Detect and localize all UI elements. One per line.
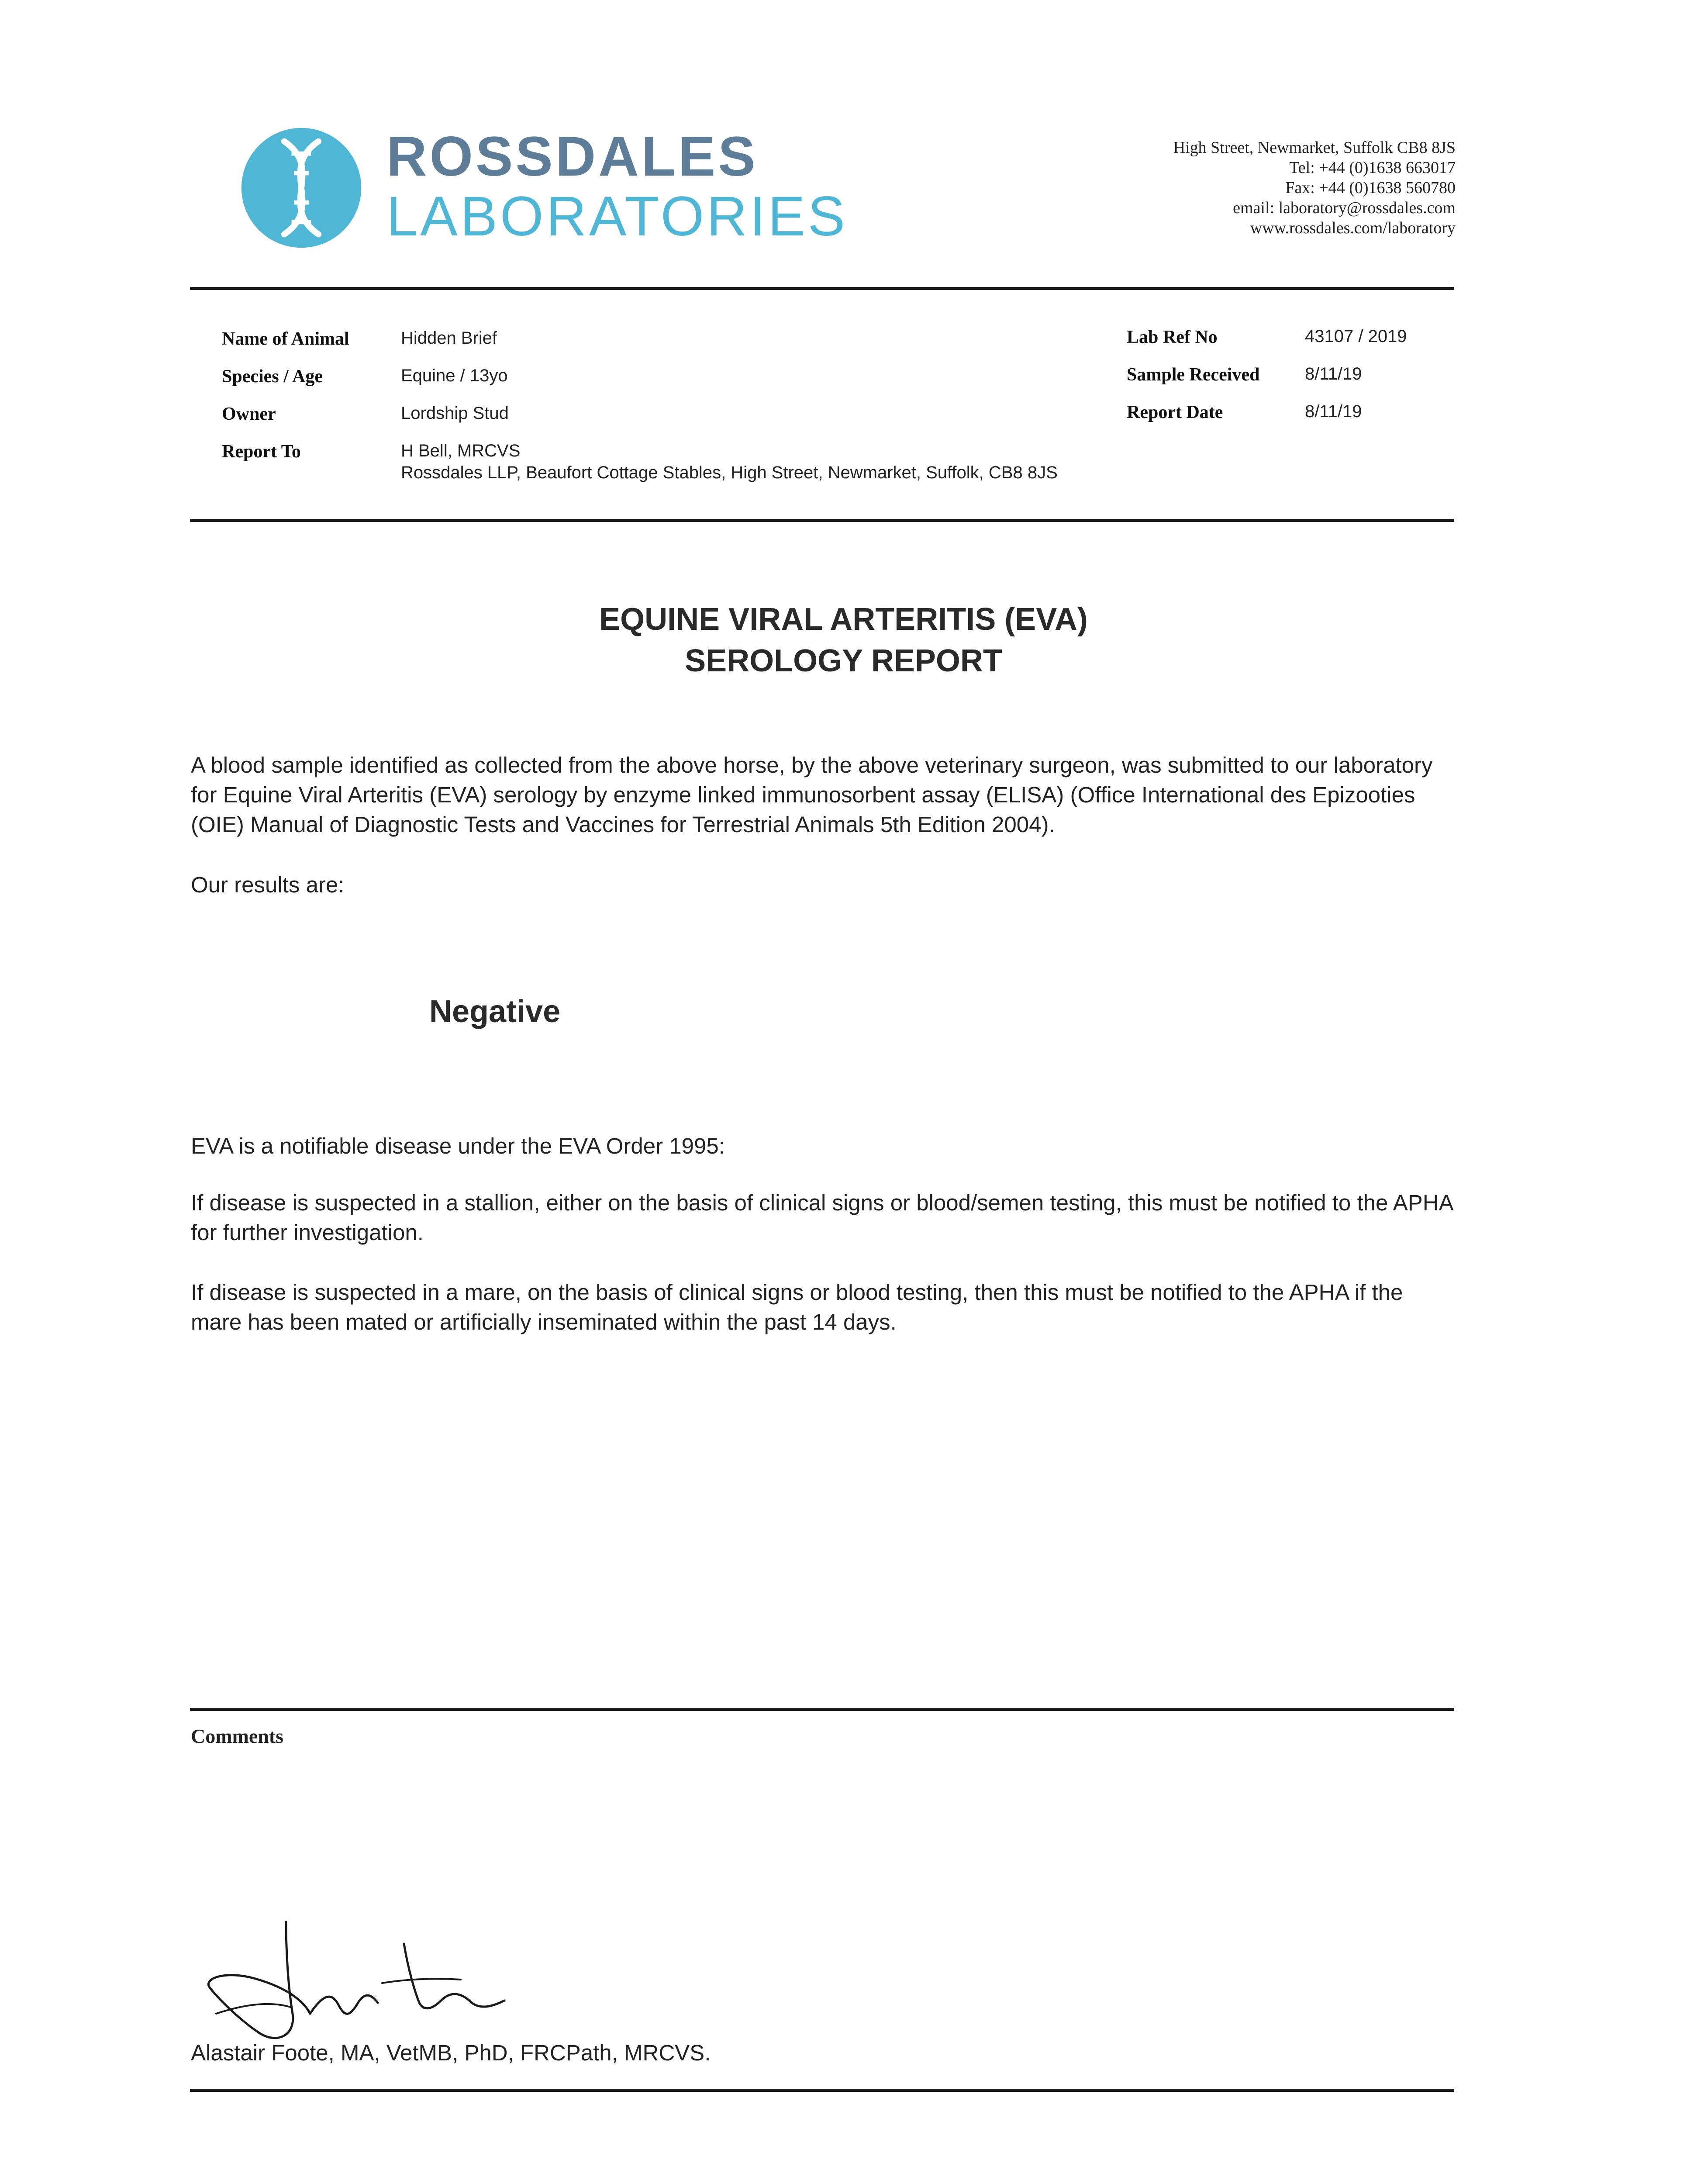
intro-paragraph: A blood sample identified as collected from the above horse, by the above veterinary surgeon, was submitted to our laboratory for Equine Viral Arteritis (EVA) serology by enzyme linked immunosorbent assay (ELISA) (Office International des Epizooties (OIE) Manual of Diagnostic Tests and Vaccines for Terrestrial Animals 5th Edition 2004). <box>191 753 1433 837</box>
signatory-name: Alastair Foote, MA, VetMB, PhD, FRCPath, MRCVS. <box>191 2040 711 2065</box>
contact-tel: Tel: +44 (0)1638 663017 <box>1289 159 1456 177</box>
report-date-label: Report Date <box>1127 402 1223 422</box>
contact-website: www.rossdales.com/laboratory <box>1250 219 1456 237</box>
report-date-value: 8/11/19 <box>1305 402 1362 421</box>
name-label: Name of Animal <box>222 329 349 349</box>
brand-name: ROSSDALES <box>386 125 758 188</box>
sample-received-label: Sample Received <box>1127 365 1260 385</box>
report-title: EQUINE VIRAL ARTERITIS (EVA) <box>599 602 1088 637</box>
divider-top <box>190 287 1454 290</box>
contact-fax: Fax: +44 (0)1638 560780 <box>1285 179 1456 197</box>
divider-bottom <box>190 2089 1454 2092</box>
contact-address: High Street, Newmarket, Suffolk CB8 8JS <box>1173 138 1456 157</box>
report-to-name: H Bell, MRCVS <box>401 441 521 460</box>
lab-ref-value: 43107 / 2019 <box>1305 327 1407 346</box>
divider-comments <box>190 1708 1454 1711</box>
notifiable-note: EVA is a notifiable disease under the EVA Order 1995: <box>191 1133 725 1158</box>
results-intro: Our results are: <box>191 872 345 897</box>
comments-label: Comments <box>191 1725 284 1747</box>
sample-received-value: 8/11/19 <box>1305 364 1362 384</box>
signature-image <box>199 1904 526 2062</box>
owner-value: Lordship Stud <box>401 404 509 423</box>
contact-block <box>1019 138 1456 238</box>
stallion-note: If disease is suspected in a stallion, either on the basis of clinical signs or blood/semen testing, this must be notified to the APHA for further investigation. <box>191 1190 1452 1245</box>
name-value: Hidden Brief <box>401 328 497 348</box>
mare-note: If disease is suspected in a mare, on the basis of clinical signs or blood testing, then this must be notified to the APHA if the mare has been mated or artificially inseminated within the past 14 days. <box>191 1280 1403 1334</box>
contact-email: email: laboratory@rossdales.com <box>1233 199 1456 217</box>
report-to-label: Report To <box>222 442 301 462</box>
species-value: Equine / 13yo <box>401 366 508 385</box>
brand-subtitle: LABORATORIES <box>386 185 848 248</box>
report-subtitle: SEROLOGY REPORT <box>685 643 1002 678</box>
report-to-address: Rossdales LLP, Beaufort Cottage Stables, High Street, Newmarket, Suffolk, CB8 8JS <box>401 463 1058 482</box>
species-label: Species / Age <box>222 366 323 387</box>
owner-label: Owner <box>222 404 276 424</box>
lab-ref-label: Lab Ref No <box>1127 327 1218 347</box>
dna-logo-icon <box>240 127 362 249</box>
divider-details <box>190 519 1454 522</box>
result-value: Negative <box>429 994 561 1029</box>
